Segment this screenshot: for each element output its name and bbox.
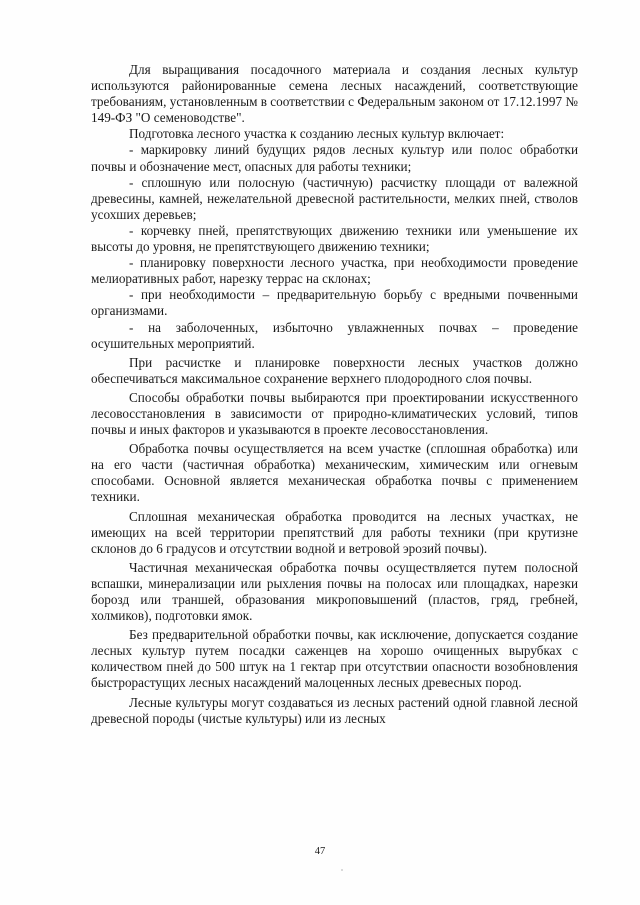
paragraph-continuous-treatment: Сплошная механическая обработка проводится на лесных участках, не имеющих на всей территории препятствий для работы техники (при крутизне склонов до 6 градусов и отсутствии водной и ветровой эрозий почвы). [91,508,578,556]
list-item-drainage: - на заболоченных, избыточно увлажненных почвах – проведение осушительных мероприятий. [91,319,578,351]
paragraph-soil-treatment-scope: Обработка почвы осуществляется на всем участке (сплошная обработка) или на его части (частичная обработка) механическим, химическим или огневым способами. Основной является механическая обработка почвы с применением техники. [91,441,578,505]
paragraph-site-preparation-intro: Подготовка лесного участка к созданию лесных культур включает: [129,126,505,142]
list-item-surface-leveling: - планировку поверхности лесного участка, при необходимости проведение мелиоративных работ, нарезку террас на склонах; [91,255,578,287]
paragraph-partial-treatment: Частичная механическая обработка почвы осуществляется путем полосной вспашки, минерализации или рыхления почвы на полосах или площадках, нарезки борозд или траншей, образования микроповышений (пластов, гряд, гребней, холмиков), подготовки ямок. [91,559,578,624]
paragraph-forest-crops-composition: Лесные культуры могут создаваться из лесных растений одной главной лесной древесной породы (чистые культуры) или из лесных [91,694,578,726]
paragraph-soil-treatment-methods: Способы обработки почвы выбираются при проектировании искусственного лесовосстановления в зависимости от природно-климатических условий, типов почвы и иных факторов и указываются в проекте лесовосстановления. [91,389,578,438]
document-body [91,62,578,727]
list-item-pest-control: - при необходимости – предварительную борьбу с вредными почвенными организмами. [91,287,578,319]
list-item-clearing: - сплошную или полосную (частичную) расчистку площади от валежной древесины, камней, нежелательной древесной растительности, мелких пней, стволов усохших деревьев; [91,174,578,222]
list-item-stump-removal: - корчевку пней, препятствующих движению техники или уменьшение их высоты до уровня, не препятствующего движению техники; [91,222,578,255]
paragraph-seed-requirements: Для выращивания посадочного материала и создания лесных культур используются районированные семена лесных насаждений, соответствующие требованиям, установленным в соответствии с Федеральным законом от 17.12.1997 № 149-ФЗ "О семеноводстве". [91,62,578,126]
paragraph-no-treatment-exception: Без предварительной обработки почвы, как исключение, допускается создание лесных культур путем посадки саженцев на хорошо очищенных вырубках с количеством пней до 500 штук на 1 гектар при отсутствии опасности возобновления быстрорастущих лесных насаждений малоценных лесных древесных пород. [91,627,578,691]
scan-speck [341,869,343,871]
page-number: 47 [314,846,326,857]
paragraph-topsoil-preservation: При расчистке и планировке поверхности лесных участков должно обеспечиваться максимальное сохранение верхнего плодородного слоя почвы. [91,354,578,386]
list-item-marking: - маркировку линий будущих рядов лесных культур или полос обработки почвы и обозначение мест, опасных для работы техники; [91,142,578,174]
